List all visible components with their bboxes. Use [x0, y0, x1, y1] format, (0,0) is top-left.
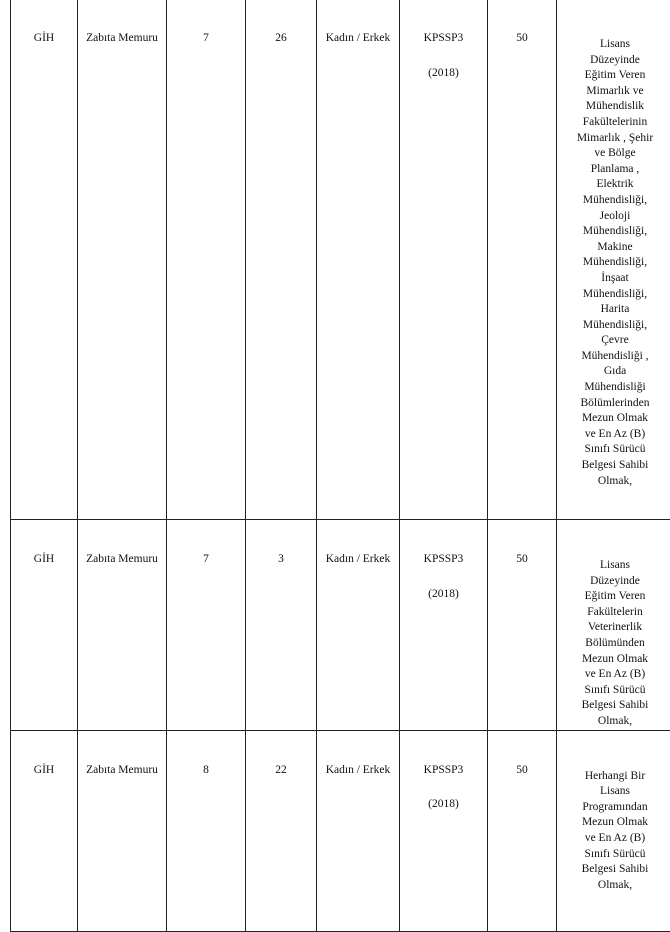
requirement-line: Mühendisliği,: [561, 224, 669, 240]
requirement-cell: [557, 520, 670, 731]
requirement-line: Olmak,: [561, 714, 669, 730]
min-score-text: 50: [488, 520, 556, 568]
min-score-text: 50: [488, 731, 556, 779]
unit-text: GİH: [11, 731, 77, 779]
requirement-line: Mühendisliği: [561, 380, 669, 396]
requirement-line: Belgesi Sahibi: [561, 862, 669, 878]
requirement-line: Fakültelerinin: [561, 115, 669, 131]
requirement-text: [557, 0, 670, 489]
exam-year-text: (2018): [400, 797, 487, 813]
requirement-line: Herhangi Bir: [561, 769, 669, 785]
requirement-line: Mühendisliği,: [561, 193, 669, 209]
requirement-line: Mühendisliği,: [561, 318, 669, 334]
requirement-line: Sınıfı Sürücü: [561, 847, 669, 863]
requirement-line: Eğitim Veren: [561, 589, 669, 605]
count-cell: [246, 0, 317, 520]
title-cell: [78, 0, 167, 520]
requirement-line: Mühendisliği,: [561, 255, 669, 271]
requirement-text: [557, 731, 670, 894]
requirement-line: Planlama ,: [561, 162, 669, 178]
requirement-line: Çevre: [561, 333, 669, 349]
exam-cell: [400, 0, 488, 520]
requirement-line: Sınıfı Sürücü: [561, 442, 669, 458]
title-text: Zabıta Memuru: [78, 520, 166, 568]
requirement-line: Gıda: [561, 364, 669, 380]
requirement-line: Elektrik: [561, 177, 669, 193]
exam-cell: [400, 730, 488, 931]
requirement-line: Lisans: [561, 784, 669, 800]
requirement-line: İnşaat: [561, 271, 669, 287]
requirement-line: Jeoloji: [561, 209, 669, 225]
gender-cell: [317, 730, 400, 931]
class-level-cell: [167, 520, 246, 731]
table-row: [11, 520, 670, 731]
requirement-line: Mühendislik: [561, 99, 669, 115]
requirement-line: Eğitim Veren: [561, 68, 669, 84]
unit-cell: [11, 0, 78, 520]
requirement-line: ve En Az (B): [561, 427, 669, 443]
requirement-line: Mühendisliği ,: [561, 349, 669, 365]
gender-text: Kadın / Erkek: [317, 520, 399, 568]
requirement-line: Programından: [561, 800, 669, 816]
requirement-line: ve En Az (B): [561, 831, 669, 847]
requirement-line: Mezun Olmak: [561, 411, 669, 427]
exam-type-text: KPSSP3: [400, 731, 487, 779]
count-cell: [246, 520, 317, 731]
requirement-line: ve En Az (B): [561, 667, 669, 683]
requirement-line: Makine: [561, 240, 669, 256]
title-cell: [78, 520, 167, 731]
requirement-line: Bölümlerinden: [561, 396, 669, 412]
class-level-cell: [167, 0, 246, 520]
requirement-line: Mühendisliği,: [561, 287, 669, 303]
min-score-text: 50: [488, 0, 556, 47]
requirement-line: Bölümünden: [561, 636, 669, 652]
count-text: 3: [246, 520, 316, 568]
table-row: [11, 0, 670, 520]
table-row: [11, 730, 670, 931]
unit-text: GİH: [11, 520, 77, 568]
requirement-line: Düzeyinde: [561, 53, 669, 69]
class-level-text: 7: [167, 520, 245, 568]
class-level-text: 8: [167, 731, 245, 779]
unit-cell: [11, 520, 78, 731]
requirement-line: Belgesi Sahibi: [561, 698, 669, 714]
title-text: Zabıta Memuru: [78, 0, 166, 47]
requirement-line: Mimarlık , Şehir: [561, 131, 669, 147]
gender-text: Kadın / Erkek: [317, 731, 399, 779]
min-score-cell: [488, 520, 557, 731]
unit-text: GİH: [11, 0, 77, 47]
requirement-line: Mezun Olmak: [561, 652, 669, 668]
exam-year-text: (2018): [400, 587, 487, 603]
requirement-line: Lisans: [561, 558, 669, 574]
requirement-line: Düzeyinde: [561, 574, 669, 590]
requirement-cell: [557, 0, 670, 520]
exam-type-text: KPSSP3: [400, 0, 487, 47]
requirement-text: [557, 520, 670, 730]
requirement-line: Olmak,: [561, 878, 669, 894]
positions-table: [10, 0, 670, 932]
min-score-cell: [488, 0, 557, 520]
requirement-line: Sınıfı Sürücü: [561, 683, 669, 699]
gender-text: Kadın / Erkek: [317, 0, 399, 47]
min-score-cell: [488, 730, 557, 931]
count-text: 22: [246, 731, 316, 779]
class-level-text: 7: [167, 0, 245, 47]
requirement-line: Belgesi Sahibi: [561, 458, 669, 474]
count-cell: [246, 730, 317, 931]
title-cell: [78, 730, 167, 931]
requirement-cell: [557, 730, 670, 931]
count-text: 26: [246, 0, 316, 47]
requirement-line: Lisans: [561, 37, 669, 53]
requirement-line: Mezun Olmak: [561, 815, 669, 831]
requirement-line: Fakültelerin: [561, 605, 669, 621]
positions-table-body: [11, 0, 670, 931]
class-level-cell: [167, 730, 246, 931]
requirement-line: Olmak,: [561, 474, 669, 490]
title-text: Zabıta Memuru: [78, 731, 166, 779]
gender-cell: [317, 0, 400, 520]
gender-cell: [317, 520, 400, 731]
exam-type-text: KPSSP3: [400, 520, 487, 568]
requirement-line: Veterinerlik: [561, 620, 669, 636]
requirement-line: Harita: [561, 302, 669, 318]
exam-year-text: (2018): [400, 66, 487, 82]
requirement-line: Mimarlık ve: [561, 84, 669, 100]
requirement-line: ve Bölge: [561, 146, 669, 162]
exam-cell: [400, 520, 488, 731]
unit-cell: [11, 730, 78, 931]
